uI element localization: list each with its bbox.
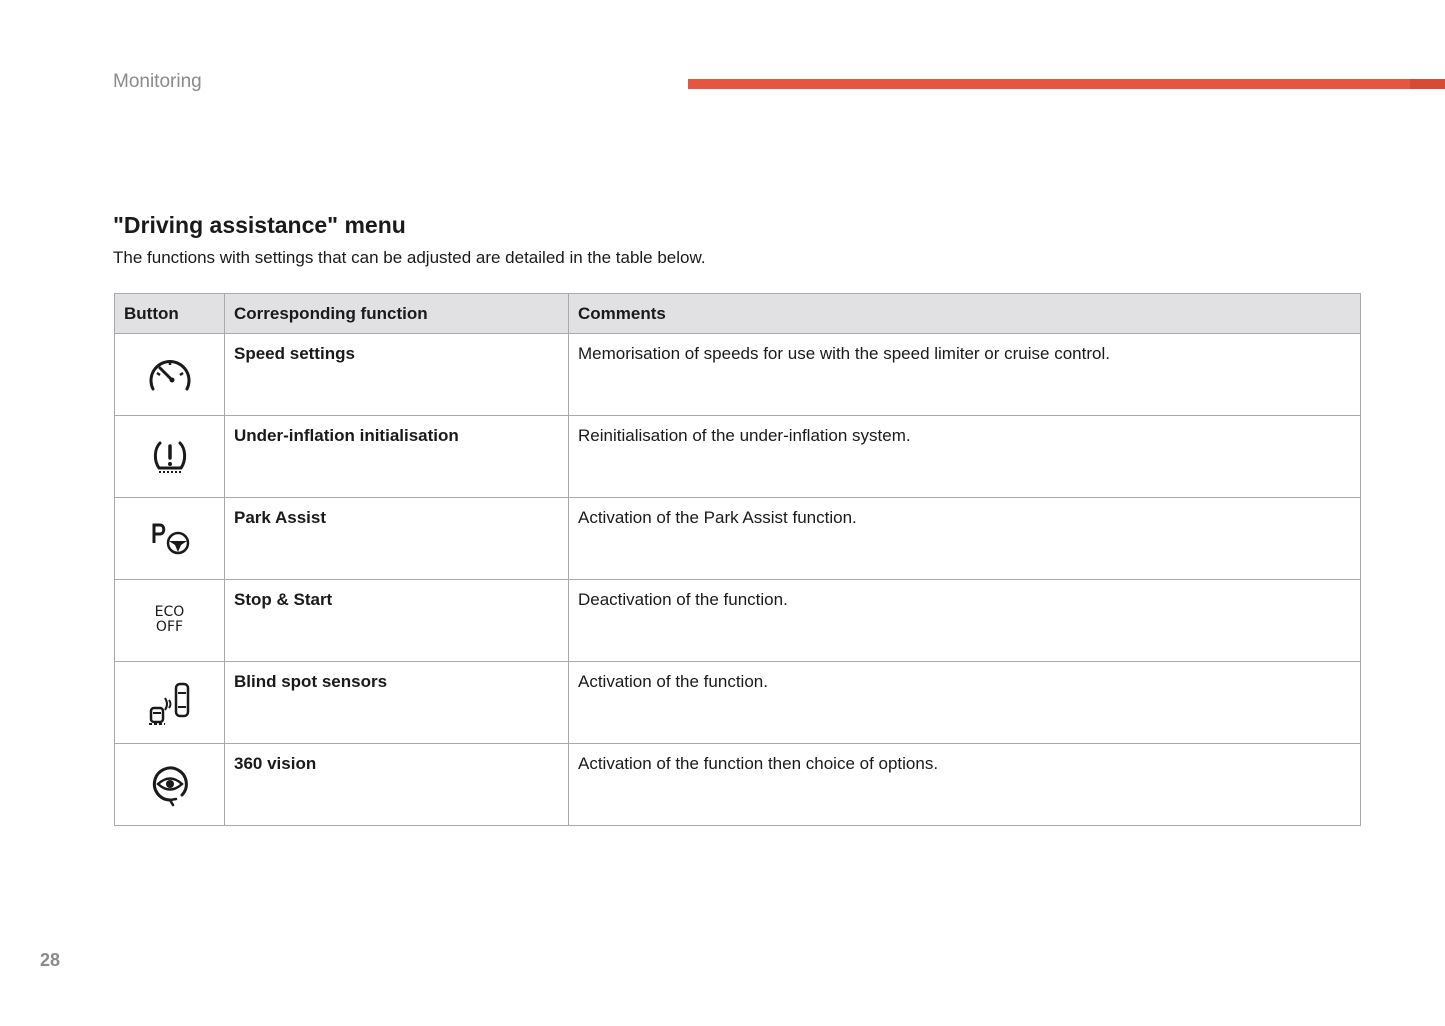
eco-label: ECO [154, 604, 185, 620]
eco-off-icon [155, 605, 185, 635]
table-row [115, 580, 1361, 662]
table-row [115, 662, 1361, 744]
function-name: 360 vision [225, 744, 569, 826]
header-button: Button [115, 294, 225, 334]
page-number: 28 [40, 950, 61, 970]
function-name: Park Assist [225, 498, 569, 580]
function-name: Speed settings [225, 334, 569, 416]
speedometer-icon [146, 353, 194, 397]
function-name: Stop & Start [225, 580, 569, 662]
table-row [115, 334, 1361, 416]
header-accent-bar [688, 79, 1445, 89]
function-comment: Activation of the function. [569, 662, 1361, 744]
header-accent-bar-end [1410, 79, 1445, 89]
table-row [115, 498, 1361, 580]
function-comment: Memorisation of speeds for use with the speed limiter or cruise control. [569, 334, 1361, 416]
header-function: Corresponding function [225, 294, 569, 334]
vision-360-icon [148, 763, 192, 807]
table-row [115, 416, 1361, 498]
function-comment: Activation of the function then choice of options. [569, 744, 1361, 826]
function-comment: Activation of the Park Assist function. [569, 498, 1361, 580]
tyre-pressure-icon [150, 437, 190, 477]
off-label: OFF [155, 619, 184, 635]
page-title: "Driving assistance" menu [113, 212, 406, 238]
blind-spot-icon [145, 680, 195, 726]
function-name: Under-inflation initialisation [225, 416, 569, 498]
section-label: Monitoring [113, 71, 202, 92]
functions-table [114, 293, 1361, 826]
function-comment: Reinitialisation of the under-inflation system. [569, 416, 1361, 498]
header-comments: Comments [569, 294, 1361, 334]
intro-text: The functions with settings that can be adjusted are detailed in the table below. [113, 248, 706, 267]
table-row [115, 744, 1361, 826]
park-assist-icon [148, 521, 192, 557]
table-header-row [115, 294, 1361, 334]
function-name: Blind spot sensors [225, 662, 569, 744]
function-comment: Deactivation of the function. [569, 580, 1361, 662]
